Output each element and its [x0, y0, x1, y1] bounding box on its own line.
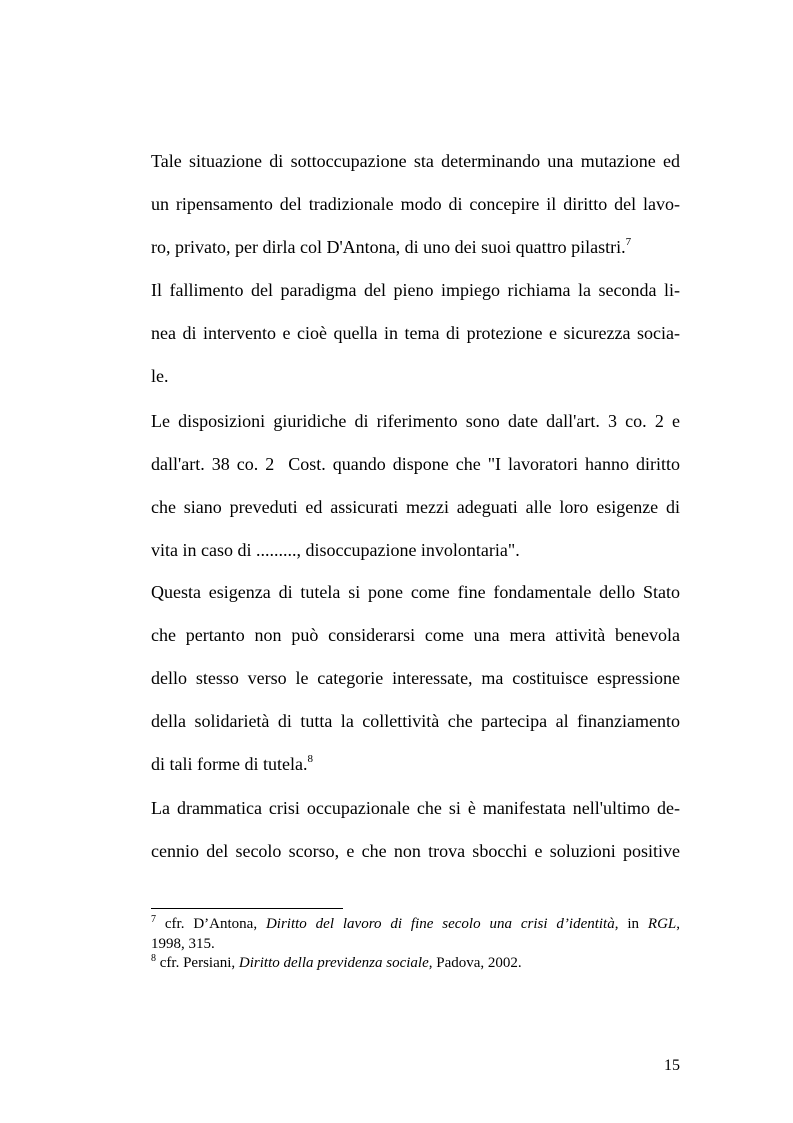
body-line [151, 496, 680, 518]
body-line [151, 710, 680, 732]
body-line [151, 667, 680, 689]
body-line-text: nea di intervento e cioè quella in tema di protezione e sicurezza socia- [151, 323, 680, 343]
body-line-text: di tali forme di tutela. [151, 754, 308, 774]
body-line [151, 539, 680, 561]
body-line-text: vita in caso di ........., disoccupazione involontaria". [151, 540, 520, 560]
footnote-text: 1998, 315. [151, 936, 215, 952]
footnote-7-continuation [151, 935, 680, 953]
footnote-journal: RGL [647, 916, 677, 932]
body-line [151, 365, 680, 387]
body-line-text: che siano preveduti ed assicurati mezzi adeguati alle loro esigenze di [151, 497, 680, 517]
footnote-title: Diritto del lavoro di fine secolo una crisi d’identità [265, 916, 615, 932]
body-line [151, 797, 680, 819]
body-line-text: che pertanto non può considerarsi come una mera attività benevola [151, 625, 680, 645]
footnote-ref: 8 [307, 753, 313, 765]
body-line-text: cennio del secolo scorso, e che non trova sbocchi e soluzioni positive [151, 841, 680, 861]
body-line [151, 410, 680, 432]
footnote-7 [151, 915, 680, 933]
body-line [151, 236, 680, 258]
body-line [151, 279, 680, 301]
body-line-text: ro, privato, per dirla col D'Antona, di uno dei suoi quattro pilastri. [151, 237, 626, 257]
body-line [151, 453, 680, 475]
footnote-number: 7 [151, 914, 156, 925]
body-line-text: un ripensamento del tradizionale modo di concepire il diritto del lavo- [151, 194, 680, 214]
body-line [151, 840, 680, 862]
body-line-text: La drammatica crisi occupazionale che si è manifestata nell'ultimo de- [151, 798, 680, 818]
body-line-text: Tale situazione di sottoccupazione sta determinando una mutazione ed [151, 151, 680, 171]
body-line-text: dall'art. 38 co. 2 Cost. quando dispone che "I lavoratori hanno diritto [151, 454, 680, 474]
body-line-text: Le disposizioni giuridiche di riferimento sono date dall'art. 3 co. 2 e [151, 411, 680, 431]
body-line [151, 624, 680, 646]
body-line-text: Questa esigenza di tutela si pone come fine fondamentale dello Stato [151, 582, 680, 602]
footnote-number: 8 [151, 953, 156, 964]
footnote-separator [151, 908, 343, 909]
footnote-title: Diritto della previdenza sociale [238, 955, 429, 971]
footnote-text: cfr. D’Antona, [156, 916, 266, 932]
page-number: 15 [664, 1057, 680, 1074]
footnote-text: cfr. Persiani, [156, 955, 239, 971]
body-line [151, 581, 680, 603]
body-line-text: Il fallimento del paradigma del pieno impiego richiama la seconda li- [151, 280, 680, 300]
footnote-text: , Padova, 2002. [428, 955, 522, 971]
body-line [151, 193, 680, 215]
footnote-text: , in [614, 916, 648, 932]
footnote-8 [151, 954, 680, 972]
footnote-text: , [676, 916, 681, 932]
body-line [151, 753, 680, 775]
body-line [151, 322, 680, 344]
footnote-ref: 7 [625, 236, 632, 248]
body-line-text: le. [151, 366, 169, 386]
body-line-text: della solidarietà di tutta la collettività che partecipa al finanziamento [151, 711, 680, 731]
body-line-text: dello stesso verso le categorie interessate, ma costituisce espressione [151, 668, 680, 688]
body-line [151, 150, 680, 172]
